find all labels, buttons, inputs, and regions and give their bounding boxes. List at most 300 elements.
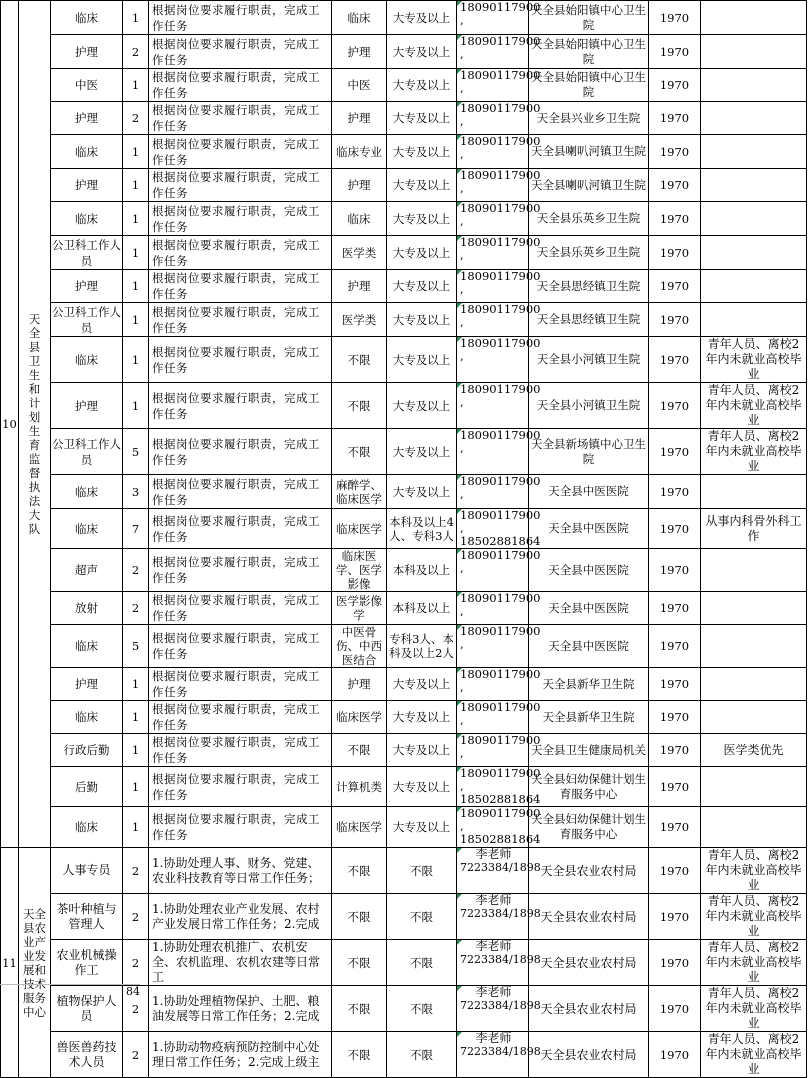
major-requirement: 不限 — [332, 734, 387, 767]
education-requirement: 大专及以上 — [387, 475, 457, 509]
phone-line: 7223384/1898 — [460, 861, 541, 874]
phone-line: 7223384/1898 — [460, 999, 541, 1012]
education-requirement: 大专及以上 — [387, 202, 457, 236]
post-name: 行政后勤 — [51, 734, 123, 767]
post-count: 1 — [123, 169, 149, 202]
phone-line: 18090117900 — [460, 101, 541, 115]
major-requirement: 中医骨伤、中西医结合 — [332, 625, 387, 668]
birth-year: 1970 — [649, 1032, 701, 1078]
duty-description: 根据岗位要求履行职责，完成工作任务 — [149, 35, 332, 69]
post-name: 临床 — [51, 701, 123, 734]
birth-year: 1970 — [649, 549, 701, 592]
post-name: 护理 — [51, 169, 123, 202]
table-row — [1, 169, 807, 202]
phone-line: 李老师 — [475, 939, 512, 953]
phone-line: 18090117900 — [460, 733, 541, 747]
major-requirement: 不限 — [332, 940, 387, 986]
education-requirement: 不限 — [387, 940, 457, 986]
phone-line: , — [460, 713, 464, 727]
contact-phone — [457, 893, 541, 940]
post-count: 2 — [123, 940, 149, 986]
remark: 医学类优先 — [701, 734, 807, 767]
phone-line: 7223384/1898 — [460, 1045, 541, 1058]
table-row — [1, 894, 807, 940]
major-requirement: 护理 — [332, 35, 387, 69]
post-count: 1 — [123, 236, 149, 270]
employer-unit: 天全县卫生健康局机关 — [529, 734, 649, 767]
employer-unit: 天全县喇叭河镇卫生院 — [529, 135, 649, 169]
post-name: 人事专员 — [51, 848, 123, 894]
birth-year: 1970 — [649, 940, 701, 986]
phone-line: , — [460, 521, 464, 535]
phone-line: 18090117900 — [460, 700, 541, 714]
major-requirement: 护理 — [332, 668, 387, 701]
duty-description: 根据岗位要求履行职责，完成工作任务 — [149, 337, 332, 383]
birth-year: 1970 — [649, 625, 701, 668]
phone-line: 18090117900 — [460, 624, 541, 638]
phone-line: 7223384/1898 — [460, 907, 541, 920]
employer-unit: 天全县思经镇卫生院 — [529, 270, 649, 303]
phone-line: , — [460, 637, 464, 651]
phone-line: 18090117900 — [460, 34, 541, 48]
remark — [701, 592, 807, 625]
duty-description: 根据岗位要求履行职责，完成工作任务 — [149, 135, 332, 169]
table-row — [1, 807, 807, 848]
phone-line: 18502881864 — [460, 792, 541, 806]
birth-year: 1970 — [649, 202, 701, 236]
phone-line: , — [460, 248, 464, 262]
birth-year: 1970 — [649, 429, 701, 475]
major-requirement: 护理 — [332, 102, 387, 135]
post-name: 护理 — [51, 270, 123, 303]
phone-line: 李老师 — [475, 985, 512, 999]
phone-line: 18502881864 — [460, 534, 541, 548]
duty-description: 根据岗位要求履行职责，完成工作任务 — [149, 509, 332, 549]
table-row — [1, 202, 807, 236]
phone-line: 18090117900 — [460, 201, 541, 215]
major-requirement: 计算机类 — [332, 767, 387, 807]
duty-description: 1.协助处理农机推广、农机安全、农机监理、农机农建等日常工 — [149, 940, 332, 986]
post-name: 临床 — [51, 1, 123, 35]
phone-line: 18090117900 — [460, 508, 541, 522]
contact-phone — [457, 733, 541, 767]
education-requirement: 本科及以上 — [387, 592, 457, 625]
table-row — [1, 35, 807, 69]
post-name: 临床 — [51, 625, 123, 668]
education-requirement: 大专及以上 — [387, 734, 457, 767]
table-row — [1, 767, 807, 807]
duty-description: 根据岗位要求履行职责，完成工作任务 — [149, 549, 332, 592]
contact-phone — [457, 336, 541, 383]
birth-year: 1970 — [649, 701, 701, 734]
footer-line — [0, 984, 140, 985]
employer-unit: 天全县中医医院 — [529, 509, 649, 549]
post-name: 植物保护人员 — [51, 986, 123, 1032]
post-name: 临床 — [51, 135, 123, 169]
major-requirement: 临床医学 — [332, 509, 387, 549]
post-name: 临床 — [51, 807, 123, 848]
remark — [701, 236, 807, 270]
birth-year: 1970 — [649, 592, 701, 625]
birth-year: 1970 — [649, 668, 701, 701]
employer-unit: 天全县农业农村局 — [529, 940, 649, 986]
table-row — [1, 509, 807, 549]
remark: 青年人员、离校2年内未就业高校毕业 — [701, 337, 807, 383]
post-name: 公卫科工作人员 — [51, 429, 123, 475]
post-count: 1 — [123, 734, 149, 767]
table-row — [1, 940, 807, 986]
employer-unit: 天全县中医医院 — [529, 592, 649, 625]
remark — [701, 102, 807, 135]
table-body — [1, 1, 807, 1078]
duty-description: 1.协助处理农业产业发展、农村产业发展日常工作任务；2.完成 — [149, 894, 332, 940]
contact-phone — [457, 667, 541, 701]
duty-description: 根据岗位要求履行职责，完成工作任务 — [149, 625, 332, 668]
education-requirement: 大专及以上 — [387, 337, 457, 383]
remark — [701, 475, 807, 509]
phone-line: 李老师 — [475, 1031, 512, 1045]
duty-description: 根据岗位要求履行职责，完成工作任务 — [149, 767, 332, 807]
major-requirement: 护理 — [332, 169, 387, 202]
contact-phone — [457, 939, 541, 986]
post-count: 1 — [123, 303, 149, 337]
education-requirement: 大专及以上 — [387, 236, 457, 270]
remark — [701, 135, 807, 169]
contact-phone — [457, 235, 541, 270]
table-row — [1, 383, 807, 429]
contact-phone — [457, 382, 541, 429]
duty-description: 根据岗位要求履行职责，完成工作任务 — [149, 807, 332, 848]
duty-description: 根据岗位要求履行职责，完成工作任务 — [149, 102, 332, 135]
contact-phone — [457, 508, 541, 549]
remark — [701, 35, 807, 69]
post-count: 1 — [123, 337, 149, 383]
table-row — [1, 701, 807, 734]
post-name: 放射 — [51, 592, 123, 625]
employer-unit: 天全县农业农村局 — [529, 848, 649, 894]
employer-unit: 天全县农业农村局 — [529, 986, 649, 1032]
phone-line: 18090117900 — [460, 302, 541, 316]
employer-unit: 天全县新场镇中心卫生院 — [529, 429, 649, 475]
post-name: 公卫科工作人员 — [52, 304, 121, 335]
education-requirement: 不限 — [387, 848, 457, 894]
education-requirement: 大专及以上 — [387, 69, 457, 102]
contact-phone — [457, 806, 541, 848]
post-count: 2 — [123, 848, 149, 894]
education-requirement: 不限 — [387, 986, 457, 1032]
education-requirement: 本科及以上4人、专科3人 — [387, 509, 457, 549]
post-count: 2 — [123, 1032, 149, 1078]
table-row — [1, 429, 807, 475]
remark: 青年人员、离校2年内未就业高校毕业 — [701, 848, 807, 894]
phone-line: , — [460, 349, 464, 363]
duty-description: 1.协助动物疫病预防控制中心处理日常工作任务；2.完成上级主 — [149, 1032, 332, 1078]
phone-line: 18090117900 — [460, 548, 541, 562]
phone-line: 18090117900 — [460, 806, 541, 820]
major-requirement: 临床 — [332, 202, 387, 236]
post-count: 1 — [123, 668, 149, 701]
page-number: 84 — [126, 985, 140, 998]
post-name: 护理 — [51, 383, 123, 429]
education-requirement: 不限 — [387, 1032, 457, 1078]
phone-line: , — [460, 81, 464, 95]
major-requirement: 临床专业 — [332, 135, 387, 169]
employer-unit: 天全县农业农村局 — [529, 894, 649, 940]
post-name: 临床 — [51, 337, 123, 383]
phone-line: 李老师 — [475, 847, 512, 861]
phone-line: , — [460, 561, 464, 575]
duty-description: 1.协助处理人事、财务、党建、农业科技教育等日常工作任务； — [149, 848, 332, 894]
employer-unit: 天全县农业农村局 — [529, 1032, 649, 1078]
birth-year: 1970 — [649, 69, 701, 102]
contact-phone — [457, 68, 541, 102]
education-requirement: 大专及以上 — [387, 1, 457, 35]
table-row — [1, 270, 807, 303]
duty-description: 根据岗位要求履行职责，完成工作任务 — [149, 429, 332, 475]
duty-description: 根据岗位要求履行职责，完成工作任务 — [149, 69, 332, 102]
phone-line: , — [460, 746, 464, 760]
contact-phone — [457, 985, 541, 1032]
major-requirement: 医学影像学 — [332, 592, 387, 625]
birth-year: 1970 — [649, 848, 701, 894]
education-requirement: 大专及以上 — [387, 303, 457, 337]
birth-year: 1970 — [649, 1, 701, 35]
remark — [701, 1, 807, 35]
contact-phone — [457, 428, 541, 475]
duty-description: 根据岗位要求履行职责，完成工作任务 — [149, 270, 332, 303]
contact-phone — [457, 269, 541, 303]
education-requirement: 大专及以上 — [387, 135, 457, 169]
remark — [701, 303, 807, 337]
phone-line: 18502881864 — [460, 832, 541, 846]
post-count: 1 — [123, 767, 149, 807]
duty-description: 根据岗位要求履行职责，完成工作任务 — [149, 236, 332, 270]
birth-year: 1970 — [649, 509, 701, 549]
birth-year: 1970 — [649, 169, 701, 202]
department-label: 天全县农业产业发展和技术服务中心 — [23, 906, 46, 1019]
post-count: 1 — [123, 1, 149, 35]
employer-unit: 天全县新华卫生院 — [529, 668, 649, 701]
major-requirement: 不限 — [332, 894, 387, 940]
birth-year: 1970 — [649, 807, 701, 848]
post-name: 护理 — [51, 35, 123, 69]
phone-line: , — [460, 604, 464, 618]
remark: 青年人员、离校2年内未就业高校毕业 — [701, 940, 807, 986]
remark — [701, 807, 807, 848]
post-name: 茶叶种植与管理人 — [51, 894, 123, 940]
phone-line: 18090117900 — [460, 235, 541, 249]
duty-description: 根据岗位要求履行职责，完成工作任务 — [149, 1, 332, 35]
department-name — [19, 848, 51, 1078]
major-requirement: 不限 — [332, 337, 387, 383]
phone-line: 18090117900 — [460, 766, 541, 780]
post-count: 1 — [123, 202, 149, 236]
post-name: 临床 — [51, 475, 123, 509]
table-row — [1, 135, 807, 169]
duty-description: 1.协助处理植物保护、土肥、粮油发展等日常工作任务；2.完成 — [149, 986, 332, 1032]
post-count: 1 — [123, 69, 149, 102]
phone-line: , — [460, 147, 464, 161]
phone-line: 18090117900 — [460, 134, 541, 148]
remark — [701, 625, 807, 668]
remark: 青年人员、离校2年内未就业高校毕业 — [701, 986, 807, 1032]
birth-year: 1970 — [649, 236, 701, 270]
contact-phone — [457, 134, 541, 169]
birth-year: 1970 — [649, 767, 701, 807]
section-index: 11 — [1, 848, 19, 1078]
duty-description: 根据岗位要求履行职责，完成工作任务 — [149, 475, 332, 509]
table-row — [1, 303, 807, 337]
major-requirement: 不限 — [332, 1032, 387, 1078]
phone-line: 18090117900 — [460, 382, 541, 396]
major-requirement: 麻醉学、临床医学 — [332, 475, 387, 509]
major-requirement: 中医 — [332, 69, 387, 102]
major-requirement: 护理 — [332, 270, 387, 303]
table-row — [1, 1032, 807, 1078]
post-count: 2 — [123, 102, 149, 135]
phone-line: 李老师 — [475, 893, 512, 907]
duty-description: 根据岗位要求履行职责，完成工作任务 — [149, 303, 332, 337]
birth-year: 1970 — [649, 35, 701, 69]
post-name: 农业机械操作工 — [51, 940, 123, 986]
table-row — [1, 986, 807, 1032]
post-count: 1 — [123, 701, 149, 734]
phone-line: , — [460, 441, 464, 455]
remark: 青年人员、离校2年内未就业高校毕业 — [701, 1032, 807, 1078]
remark — [701, 668, 807, 701]
employer-unit: 天全县小河镇卫生院 — [529, 383, 649, 429]
remark — [701, 767, 807, 807]
education-requirement: 不限 — [387, 894, 457, 940]
education-requirement: 大专及以上 — [387, 270, 457, 303]
contact-phone — [457, 201, 541, 236]
major-requirement: 医学类 — [332, 236, 387, 270]
table-row — [1, 734, 807, 767]
major-requirement: 不限 — [332, 429, 387, 475]
post-name: 公卫科工作人员 — [52, 237, 121, 268]
table-row — [1, 668, 807, 701]
employer-unit: 天全县妇幼保健计划生育服务中心 — [529, 807, 649, 848]
birth-year: 1970 — [649, 894, 701, 940]
phone-line: , — [460, 819, 464, 833]
birth-year: 1970 — [649, 102, 701, 135]
duty-description: 根据岗位要求履行职责，完成工作任务 — [149, 592, 332, 625]
remark: 青年人员、离校2年内未就业高校毕业 — [701, 429, 807, 475]
remark: 青年人员、离校2年内未就业高校毕业 — [701, 894, 807, 940]
phone-line: 18090117900 — [460, 474, 541, 488]
contact-phone — [457, 700, 541, 734]
employer-unit: 天全县喇叭河镇卫生院 — [529, 169, 649, 202]
contact-phone — [457, 34, 541, 69]
major-requirement: 临床 — [332, 1, 387, 35]
post-name: 超声 — [51, 549, 123, 592]
post-count: 1 — [123, 383, 149, 429]
post-count: 2 — [123, 894, 149, 940]
phone-line: 7223384/1898 — [460, 953, 541, 966]
employer-unit: 天全县乐英乡卫生院 — [529, 202, 649, 236]
phone-line: 18090117900 — [460, 168, 541, 182]
education-requirement: 大专及以上 — [387, 102, 457, 135]
contact-phone — [457, 548, 541, 592]
phone-line: , — [460, 13, 464, 27]
post-count: 5 — [123, 625, 149, 668]
education-requirement: 大专及以上 — [387, 169, 457, 202]
table-row — [1, 69, 807, 102]
phone-line: 18090117900 — [460, 269, 541, 283]
phone-line: , — [460, 395, 464, 409]
major-requirement: 临床医学、医学影像 — [332, 549, 387, 592]
table-row — [1, 1, 807, 35]
remark — [701, 549, 807, 592]
table-row — [1, 236, 807, 270]
birth-year: 1970 — [649, 383, 701, 429]
remark — [701, 69, 807, 102]
table-row — [1, 549, 807, 592]
birth-year: 1970 — [649, 475, 701, 509]
post-count: 2 — [123, 549, 149, 592]
phone-line: , — [460, 680, 464, 694]
education-requirement: 大专及以上 — [387, 668, 457, 701]
phone-line: 18090117900 — [460, 68, 541, 82]
education-requirement: 大专及以上 — [387, 701, 457, 734]
contact-phone — [457, 0, 541, 35]
remark — [701, 701, 807, 734]
post-name: 护理 — [51, 102, 123, 135]
duty-description: 根据岗位要求履行职责，完成工作任务 — [149, 668, 332, 701]
birth-year: 1970 — [649, 303, 701, 337]
education-requirement: 专科3人、本科及以上2人 — [387, 625, 457, 668]
education-requirement: 大专及以上 — [387, 429, 457, 475]
post-name: 兽医兽药技术人员 — [51, 1032, 123, 1078]
employer-unit: 天全县兴业乡卫生院 — [529, 102, 649, 135]
contact-phone — [457, 474, 541, 509]
post-name: 临床 — [51, 202, 123, 236]
phone-line: 18090117900 — [460, 0, 541, 14]
duty-description: 根据岗位要求履行职责，完成工作任务 — [149, 734, 332, 767]
post-name: 后勤 — [51, 767, 123, 807]
duty-description: 根据岗位要求履行职责，完成工作任务 — [149, 701, 332, 734]
post-name: 临床 — [51, 509, 123, 549]
major-requirement: 不限 — [332, 383, 387, 429]
contact-phone — [457, 624, 541, 668]
table-row — [1, 102, 807, 135]
education-requirement: 大专及以上 — [387, 767, 457, 807]
table-row — [1, 592, 807, 625]
education-requirement: 大专及以上 — [387, 383, 457, 429]
employer-unit: 天全县中医医院 — [529, 625, 649, 668]
birth-year: 1970 — [649, 734, 701, 767]
post-count: 2 — [123, 986, 149, 1032]
post-name: 中医 — [51, 69, 123, 102]
post-count: 1 — [123, 270, 149, 303]
phone-line: 18090117900 — [460, 428, 541, 442]
contact-phone — [457, 101, 541, 135]
employer-unit: 天全县始阳镇中心卫生院 — [529, 69, 649, 102]
contact-phone — [457, 766, 541, 807]
remark — [701, 270, 807, 303]
remark: 从事内科骨外科工作 — [701, 509, 807, 549]
employer-unit: 天全县思经镇卫生院 — [529, 303, 649, 337]
phone-line: , — [460, 315, 464, 329]
employer-unit: 天全县中医医院 — [529, 475, 649, 509]
table-row — [1, 625, 807, 668]
employer-unit: 天全县妇幼保健计划生育服务中心 — [529, 767, 649, 807]
phone-line: , — [460, 487, 464, 501]
phone-line: , — [460, 47, 464, 61]
post-count: 1 — [123, 807, 149, 848]
duty-description: 根据岗位要求履行职责，完成工作任务 — [149, 202, 332, 236]
phone-line: 18090117900 — [460, 667, 541, 681]
